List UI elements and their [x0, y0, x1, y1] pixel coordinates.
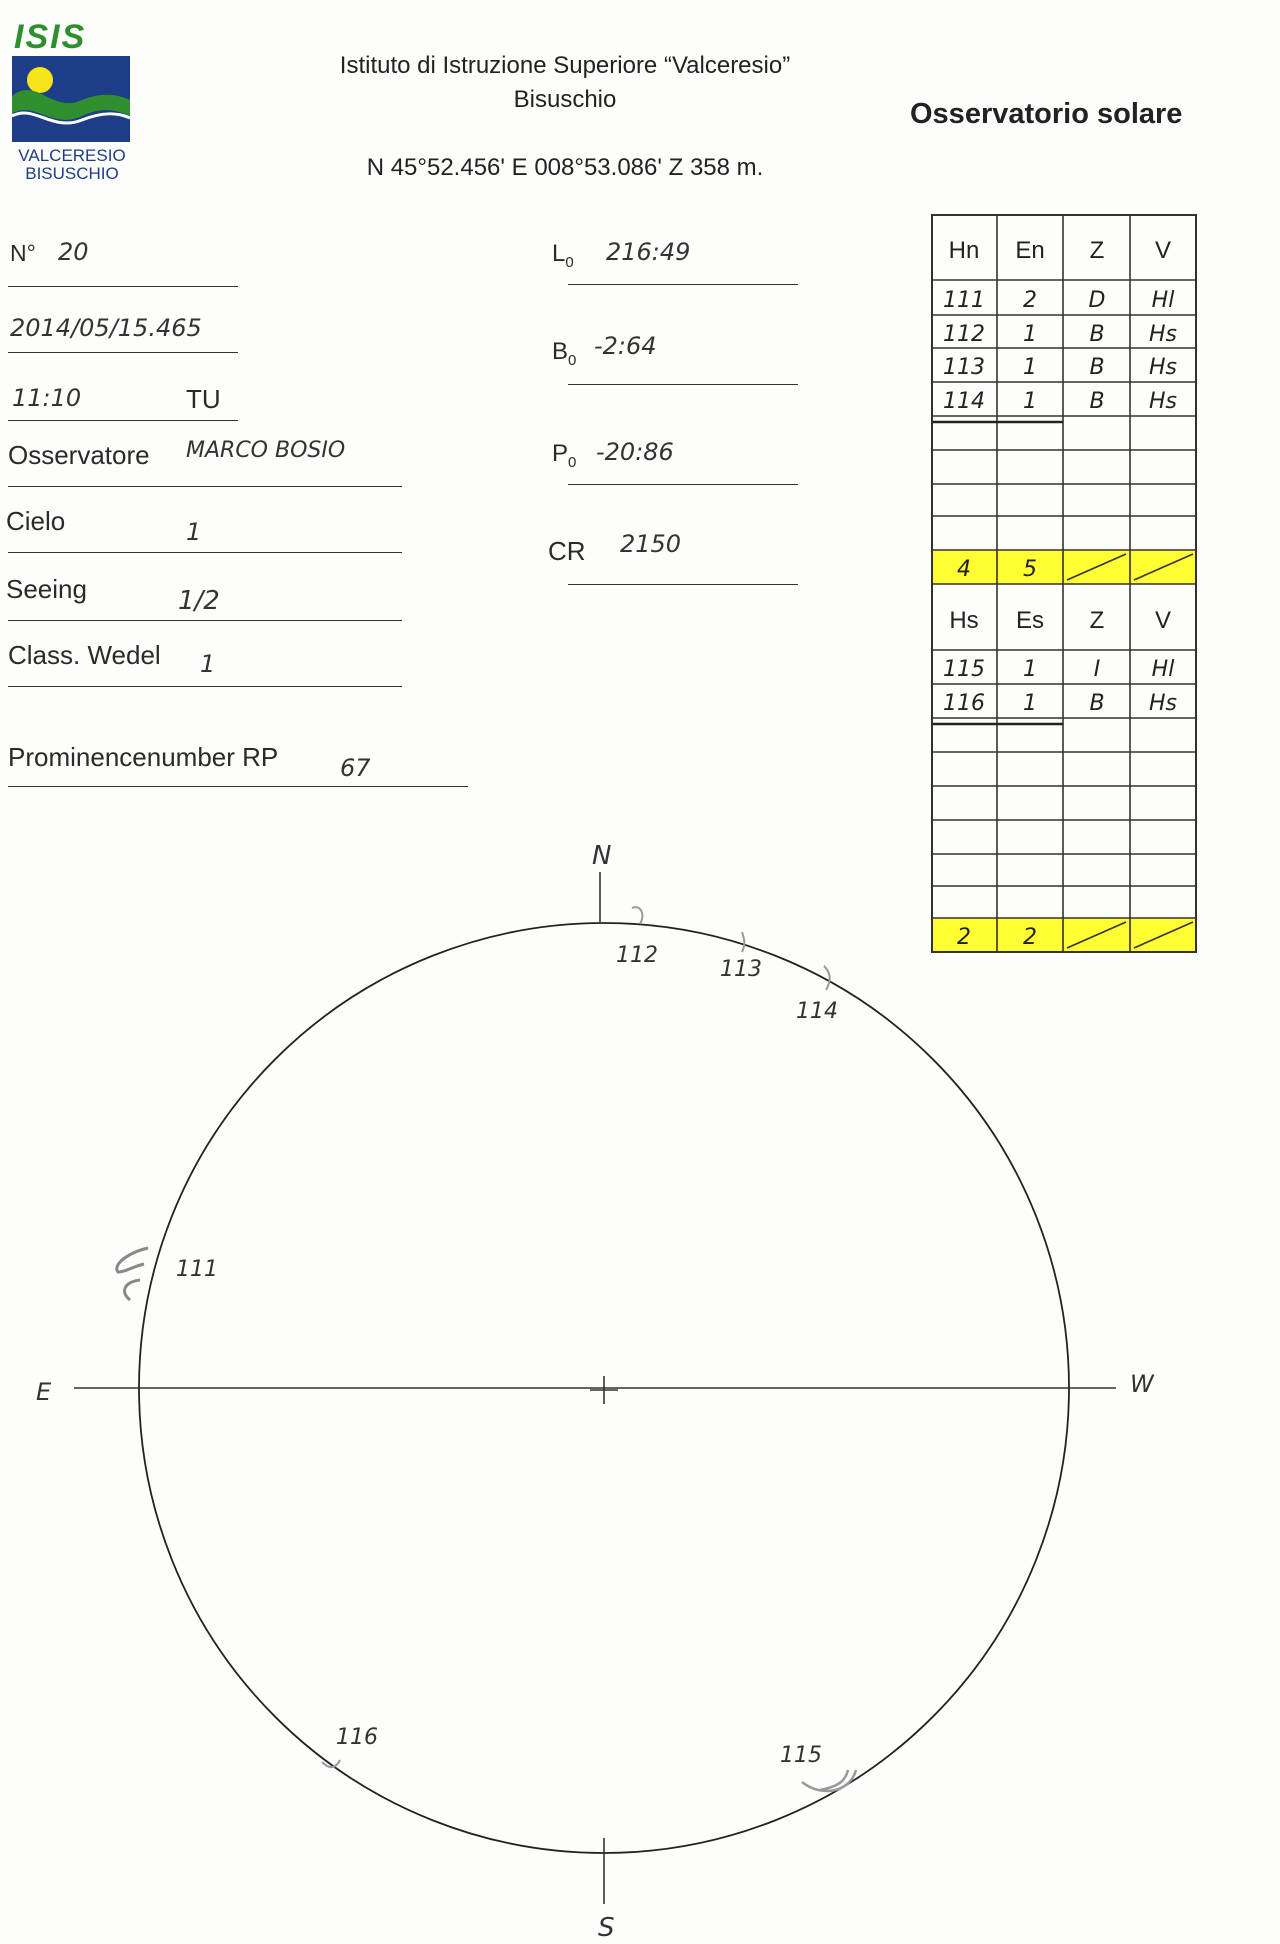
observer-label: Osservatore [8, 440, 150, 470]
compass-west: W [1130, 1370, 1154, 1398]
prominence-115-sketch [802, 1770, 856, 1791]
south-header-v: V [1154, 607, 1172, 634]
p0-label [552, 440, 576, 471]
sky-value: 1 [186, 518, 202, 546]
north-header-en: En [1015, 237, 1045, 264]
observer-value: MARCO BOSIO [186, 438, 346, 463]
north-row-3-en: 1 [1023, 355, 1037, 380]
seeing-value: 1/2 [178, 586, 220, 616]
north-row-3-hn: 113 [943, 355, 985, 380]
l0-letter: L [552, 240, 566, 267]
b0-subscript: 0 [568, 351, 577, 369]
south-row-2-hs: 116 [943, 691, 985, 716]
observatory-coordinates: N 45°52.456' E 008°53.086' Z 358 m. [366, 154, 764, 181]
p0-value: -20:86 [596, 438, 674, 466]
cr-label: CR [548, 536, 586, 566]
south-row-2-z: B [1089, 691, 1105, 716]
north-header-z: Z [1089, 237, 1105, 264]
sky-label: Cielo [6, 506, 66, 536]
wedel-value: 1 [200, 650, 216, 678]
wedel-line [8, 686, 402, 687]
time-line [8, 420, 238, 421]
number-label: N° [10, 240, 36, 266]
north-row-1-en: 2 [1023, 288, 1037, 313]
prominence-111-sketch [117, 1248, 148, 1300]
prominence-label-112: 112 [616, 943, 658, 968]
wedel-label: Class. Wedel [8, 640, 161, 670]
time-value: 11:10 [12, 384, 82, 412]
cr-value: 2150 [620, 530, 682, 558]
compass-north: N [592, 841, 612, 871]
b0-line [568, 384, 798, 385]
b0-letter: B [552, 338, 569, 365]
prominence-label-115: 115 [780, 1743, 822, 1768]
page-title: Osservatorio solare [910, 98, 1183, 130]
prominence-label-113: 113 [720, 957, 762, 982]
south-row-1-es: 1 [1023, 657, 1037, 682]
p0-line [568, 484, 798, 485]
cr-line [568, 584, 798, 585]
north-row-2-hn: 112 [943, 322, 985, 347]
north-row-4-v: Hs [1148, 389, 1178, 414]
north-total-groups: 4 [957, 557, 971, 582]
north-row-4-hn: 114 [943, 389, 985, 414]
logo-wordmark: ISIS [14, 18, 87, 56]
l0-label [552, 240, 574, 271]
school-logo [12, 56, 130, 142]
date-value: 2014/05/15.465 [10, 314, 202, 342]
south-row-2-es: 1 [1023, 691, 1037, 716]
north-row-2-z: B [1089, 322, 1105, 347]
institute-town: Bisuschio [513, 86, 617, 113]
b0-value: -2:64 [594, 332, 657, 360]
observer-line [8, 486, 402, 487]
date-line [8, 352, 238, 353]
south-row-1-v: Hl [1151, 657, 1175, 682]
north-row-1-z: D [1088, 288, 1106, 313]
south-total-prominences: 2 [1023, 925, 1037, 950]
p0-letter: P [552, 440, 569, 467]
north-row-1-hn: 111 [943, 288, 985, 313]
compass-south: S [598, 1913, 615, 1943]
south-row-1-z: I [1093, 657, 1101, 682]
prominence-label-116: 116 [336, 1725, 378, 1750]
prominence-value: 67 [340, 754, 371, 782]
solar-disk-drawing [0, 840, 1280, 1944]
south-header-z: Z [1089, 607, 1105, 634]
seeing-label: Seeing [6, 574, 87, 604]
north-totals-row [932, 550, 1196, 584]
compass-east: E [36, 1378, 52, 1406]
number-value: 20 [58, 238, 89, 266]
north-row-4-en: 1 [1023, 389, 1037, 414]
sky-line [8, 552, 402, 553]
south-header-es: Es [1015, 607, 1045, 634]
south-header-hs: Hs [949, 607, 979, 634]
number-line [8, 286, 238, 287]
north-header-hn: Hn [948, 237, 980, 264]
l0-line [568, 284, 798, 285]
logo-subtitle-2: BISUSCHIO [25, 164, 119, 183]
south-row-1-hs: 115 [943, 657, 985, 682]
north-row-4-z: B [1089, 389, 1105, 414]
logo-subtitle-1: VALCERESIO [18, 146, 126, 165]
p0-subscript: 0 [568, 453, 577, 471]
l0-value: 216:49 [606, 238, 691, 266]
north-row-3-v: Hs [1148, 355, 1178, 380]
prominence-label-114: 114 [796, 999, 838, 1024]
north-row-2-v: Hs [1148, 322, 1178, 347]
south-total-groups: 2 [957, 925, 971, 950]
prominence-112-sketch [632, 907, 642, 924]
time-unit: TU [186, 384, 221, 414]
prominence-label: Prominencenumber RP [8, 742, 279, 772]
north-header-v: V [1154, 237, 1172, 264]
seeing-line [8, 620, 402, 621]
north-row-3-z: B [1089, 355, 1105, 380]
north-row-1-v: Hl [1151, 288, 1175, 313]
b0-label [552, 338, 576, 369]
prominence-line [8, 786, 468, 787]
north-total-prominences: 5 [1023, 557, 1037, 582]
prominence-label-111: 111 [176, 1257, 218, 1282]
south-row-2-v: Hs [1148, 691, 1178, 716]
institute-name: Istituto di Istruzione Superiore “Valceresio” [339, 52, 791, 79]
north-row-2-en: 1 [1023, 322, 1037, 347]
prominence-113-sketch [742, 932, 744, 952]
l0-subscript: 0 [565, 253, 574, 271]
